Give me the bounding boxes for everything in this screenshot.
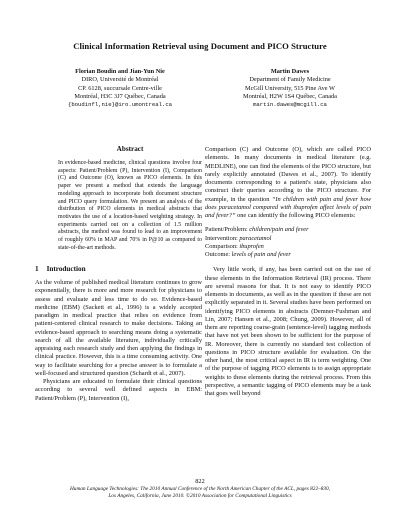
abstract-text: In evidence-based medicine, clinical questions involve four aspects: Patient/Problem (P), Intervention (I), Comparison (C) and Outcome (O), known as PICO elements. In this paper we present a method that extends the language modeling approach to incorporate both document structure and PICO query formulation. We present an analysis of the distribution of PICO elements in medical abstracts that motivates the use of a location-based weighting strategy. In experiments carried out on a collection of 1.5 million abstracts, the method was found to lead to an improvement of roughly 60% in MAP and 70% in P@10 as compared to state-of-the-art methods. [58,160,202,251]
affiliation-line: McGill University, 515 Pine Ave W [245,84,335,92]
pico-value: children/pain and fever [249,226,309,234]
intro-paragraph: As the volume of published medical literature continues to grow exponentially, there is more and more research for physicians to assess and evaluate and less time to do so. Evidence-based medicine (EBM) (Sackett et al., 1996) is a widely accepted paradigm in medical practice that relies on evidence from patient-centered clinical research to make decisions. Taking an evidence-based approach to searching means doing a systematic search of all the available literature, individually critically appraising each research study and then applying the findings in clinical practice. However, this is a time consuming activity. One way to facilitate searching for a precise answer is to formulate a well-focused and structured question (Schardt et al., 2007). [35,279,202,377]
author-names: Martin Dawes [270,68,310,75]
pico-label: Intervention: [205,234,240,242]
author-block-right [205,68,375,109]
right-column-body [205,146,371,398]
affiliation-line: Montréal, H2W 1S4 Québec, Canada [243,92,337,100]
author-block-left [40,68,200,109]
abstract-heading: Abstract [116,145,144,153]
affiliation-line: Montréal, H3C 3J7 Québec, Canada [74,92,166,100]
page-footer [0,486,400,499]
pico-value: levels of pain and fever [231,251,291,258]
body-paragraph: Very little work, if any, has been carried out on the use of these elements in the Information Retrieval (IR) process. There are several reasons for that. It is not easy to identify PICO elements in documents, as well as in the question if these are not explicitly separated in it. Several studies have been performed on identifying PICO elements in abstracts (Demner-Fushman and Lin, 2007; Hansen et al., 2008; Chung, 2009). However, all of them are reporting coarse-grain (sentence-level) tagging methods that have not yet been shown to be sufficient for the purpose of IR. Moreover, there is currently no standard test collection of questions in PICO structure available for evaluation. On the other hand, the most critical aspect in IR is term weighting. One of the purpose of tagging PICO elements is to assign appropriate weights to these elements during the retrieval process. From this perspective, a semantic tagging of PICO elements may be a task that goes well beyond [205,266,371,397]
pico-label: Outcome: [205,251,232,258]
author-email: martin.dawes@mcgill.ca [253,101,327,109]
affiliation-line: CP. 6128, succursale Centre-ville [78,84,162,92]
author-email: {boudinfl,nie}@iro.umontreal.ca [67,101,173,109]
section-title: Introduction [46,265,86,273]
section-number: 1 [35,265,39,273]
pico-value: paracetamol [239,234,272,242]
page-number: 822 [195,478,205,485]
section-heading [35,265,94,273]
pico-label: Patient/Problem: [205,226,250,234]
left-column-body [35,279,202,403]
body-paragraph [205,146,371,220]
affiliation-line: Department of Family Medicine [249,76,331,84]
pico-example-item [205,251,371,259]
pico-example-item [205,243,371,251]
pico-example-list [205,226,371,259]
footer-line: Los Angeles, California, June 2010. ©2010 Association for Computational Linguistics [108,492,292,499]
intro-paragraph: Physicians are educated to formulate their clinical questions according to several well defined aspects in EBM: Patient/Problem (P), Intervention (I), [35,378,202,402]
footer-line: Human Language Technologies: The 2010 Annual Conference of the North American Chapter of the ACL, pages 822–830, [69,486,331,492]
pico-value: ibuprofen [239,242,264,250]
pico-example-item [205,226,371,234]
affiliation-line: DIRO, Université de Montréal [81,76,159,84]
author-names: Florian Boudin and Jian-Yun Nie [75,68,165,75]
paper-title: Clinical Information Retrieval using Document and PICO Structure [73,41,327,51]
pico-example-item [205,235,371,243]
paragraph-text: Comparison (C) and Outcome (O), which are called PICO elements. In many documents in medical literature (e.g. MEDLINE), one can find the elements of the PICO structure, but rarely explicitly annotated (Dawes et al., 2007). To identify documents corresponding to a patient's state, physicians also construct their queries according to the PICO structure. For example, in the question [205,146,371,203]
example-question: “In children with pain and fever how does paracetamol compared with ibuprofen affect levels of pain and fever?” [205,195,371,219]
pico-label: Comparison: [205,242,240,250]
paragraph-text: one can identify the following PICO elements: [235,212,356,219]
